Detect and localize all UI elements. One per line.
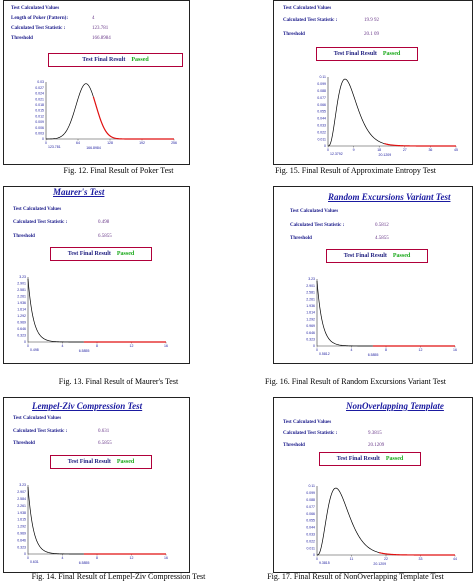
x-tick-label: 0	[327, 148, 329, 152]
y-tick-label: 0.055	[317, 109, 326, 114]
statistic-label: 123.781	[48, 145, 61, 149]
row-value: 4	[92, 16, 95, 21]
x-tick-label: 16	[164, 556, 168, 560]
distribution-curve	[317, 281, 373, 346]
y-tick-label: 0.03	[37, 80, 44, 85]
y-tick-label: 0.012	[35, 114, 44, 119]
row-label: Calculated Test Statistic :	[283, 431, 338, 436]
y-tick-label: 1.292	[306, 317, 315, 322]
threshold-label: 20.1209	[378, 153, 392, 157]
x-tick-label: 11	[349, 557, 354, 561]
y-tick-label: 0.646	[17, 327, 26, 332]
y-tick-label: 3.23	[19, 483, 26, 488]
statistic-label: 9.3815	[319, 561, 330, 565]
row-label: Calculated Test Statistic :	[13, 429, 68, 434]
row-value: 0.5812	[375, 223, 389, 228]
y-tick-label: 1.936	[306, 304, 315, 308]
distribution-chart	[299, 483, 459, 569]
figure-caption: Fig. 13. Final Result of Maurer's Test	[58, 377, 179, 386]
y-tick-label: 0.021	[35, 97, 44, 102]
y-tick-label: 0.011	[317, 137, 326, 142]
y-tick-label: 1.936	[17, 301, 26, 306]
row-value: 0.631	[98, 429, 110, 434]
y-tick-label: 1.615	[17, 517, 26, 522]
x-tick-label: 0	[316, 348, 318, 352]
y-tick-label: 0	[313, 344, 315, 349]
row-label: Test Calculated Values	[13, 416, 62, 421]
x-tick-label: 12	[129, 556, 134, 560]
maurers-test-panel	[3, 186, 190, 364]
panel-title: Lempel-Ziv Compression Test	[32, 401, 143, 411]
row-value: 6.5855	[98, 441, 112, 446]
figure-caption: Fig. 15. Final Result of Approximate Entropy Test	[275, 166, 436, 175]
y-tick-label: 0	[313, 553, 315, 558]
distribution-curve	[328, 79, 384, 146]
y-tick-label: 0.011	[306, 546, 315, 551]
passed-status: Passed	[392, 253, 411, 259]
y-tick-label: 0.099	[317, 82, 326, 87]
y-tick-label: 0.018	[35, 103, 44, 107]
x-tick-label: 8	[96, 344, 98, 348]
row-label: Length of Poker (Pattern):	[11, 16, 68, 21]
row-value: 9.3815	[368, 431, 382, 436]
statistic-label: 0.498	[30, 348, 39, 352]
y-tick-label: 2.581	[306, 290, 315, 295]
statistic-label: 0.631	[30, 560, 39, 564]
row-label: Test Calculated Values	[283, 420, 332, 425]
result-label: Test Final Result	[343, 253, 387, 259]
x-tick-label: 9	[352, 148, 355, 152]
row-value: 6.5855	[98, 234, 112, 239]
row-label: Calculated Test Statistic :	[11, 26, 66, 31]
lempel-ziv-panel	[3, 397, 190, 573]
rejection-region-curve	[93, 97, 174, 139]
panel-title: Random Excursions Variant Test	[328, 192, 451, 202]
y-tick-label: 0.006	[35, 125, 44, 130]
row-label: Threshold	[11, 36, 33, 41]
row-label: Test Calculated Values	[290, 209, 339, 214]
y-tick-label: 0.003	[35, 131, 44, 136]
y-tick-label: 0	[42, 137, 44, 142]
y-tick-label: 0.077	[306, 504, 315, 509]
row-label: Test Calculated Values	[13, 207, 62, 212]
x-tick-label: 4	[61, 556, 64, 560]
test-final-result-box	[326, 249, 428, 263]
y-tick-label: 0.044	[306, 525, 315, 530]
y-tick-label: 0.969	[17, 531, 26, 536]
row-label: Threshold	[283, 32, 305, 37]
x-tick-label: 44	[453, 557, 457, 561]
result-label: Test Final Result	[333, 51, 377, 57]
distribution-chart	[10, 482, 170, 568]
y-tick-label: 0.969	[17, 320, 26, 325]
y-tick-label: 1.614	[306, 310, 315, 315]
y-tick-label: 0.323	[306, 337, 315, 342]
result-label: Test Final Result	[67, 251, 111, 257]
x-tick-label: 27	[402, 148, 407, 152]
x-tick-label: 18	[377, 148, 382, 152]
distribution-chart	[28, 79, 178, 153]
threshold-label: 166.8984	[86, 146, 101, 150]
passed-status: Passed	[382, 51, 401, 57]
row-value: 20.1209	[368, 443, 385, 448]
row-value: 19.9 92	[364, 18, 379, 23]
threshold-label: 6.5855	[78, 349, 90, 353]
random-excursions-panel	[273, 186, 473, 364]
test-final-result-box	[48, 53, 183, 67]
poker-test-panel	[3, 0, 190, 165]
row-label: Calculated Test Statistic :	[13, 220, 68, 225]
y-tick-label: 2.584	[17, 497, 26, 501]
x-tick-label: 0	[45, 141, 47, 145]
y-tick-label: 3.23	[308, 277, 315, 282]
y-tick-label: 0.323	[17, 333, 26, 338]
x-tick-label: 16	[164, 344, 168, 348]
passed-status: Passed	[131, 57, 149, 63]
row-value: 166.8984	[92, 36, 111, 41]
y-tick-label: 0.066	[306, 511, 315, 516]
row-value: 0.498	[98, 220, 110, 225]
passed-status: Passed	[385, 456, 404, 462]
y-tick-label: 2.907	[17, 490, 26, 495]
distribution-curve	[28, 487, 84, 554]
y-tick-label: 3.23	[19, 275, 26, 280]
x-tick-label: 12	[129, 344, 134, 348]
y-tick-label: 0.969	[306, 324, 315, 329]
x-tick-label: 4	[350, 348, 353, 352]
y-tick-label: 0.646	[17, 538, 26, 543]
y-tick-label: 0.027	[35, 85, 44, 90]
threshold-label: 6.5855	[78, 561, 90, 565]
nonoverlapping-template-panel	[273, 397, 473, 573]
y-tick-label: 0.077	[317, 95, 326, 100]
rejection-region-curve	[379, 553, 455, 555]
x-tick-label: 36	[428, 148, 433, 152]
statistic-label: 0.5812	[319, 352, 330, 356]
distribution-curve	[46, 84, 93, 139]
y-tick-label: 0	[24, 552, 26, 557]
row-label: Calculated Test Statistic :	[290, 223, 345, 228]
x-tick-label: 12	[418, 348, 423, 352]
row-label: Threshold	[283, 443, 305, 448]
x-tick-label: 8	[385, 348, 387, 352]
y-tick-label: 0.022	[317, 130, 326, 135]
y-tick-label: 0.055	[306, 518, 315, 523]
threshold-label: 6.5855	[367, 353, 379, 357]
row-value: 4.5855	[375, 236, 389, 241]
result-label: Test Final Result	[67, 459, 111, 465]
figure-caption: Fig. 16. Final Result of Random Excursions Variant Test	[265, 377, 446, 386]
x-tick-label: 22	[384, 557, 388, 561]
figure-caption: Fig. 14. Final Result of Lempel-Ziv Compression Test	[31, 572, 206, 581]
y-tick-label: 2.581	[17, 288, 26, 293]
y-tick-label: 0.11	[319, 75, 326, 80]
x-tick-label: 64	[76, 141, 80, 145]
y-tick-label: 0.11	[308, 484, 315, 489]
distribution-chart	[310, 74, 460, 160]
x-tick-label: 0	[27, 344, 29, 348]
y-tick-label: 1.614	[17, 307, 26, 312]
y-tick-label: 0.099	[306, 491, 315, 496]
x-tick-label: 4	[61, 344, 64, 348]
x-tick-label: 0	[316, 557, 318, 561]
statistic-label: 12.3792	[330, 152, 343, 156]
distribution-chart	[299, 276, 459, 360]
threshold-label: 20.1209	[373, 562, 387, 566]
y-tick-label: 0	[324, 144, 326, 149]
y-tick-label: 0.033	[317, 123, 326, 128]
x-tick-label: 256	[171, 141, 177, 145]
y-tick-label: 0.088	[306, 498, 315, 502]
distribution-chart	[10, 274, 170, 356]
test-final-result-box	[316, 47, 418, 61]
x-tick-label: 33	[418, 557, 423, 561]
y-tick-label: 0.088	[317, 89, 326, 93]
approximate-entropy-panel	[273, 0, 473, 165]
y-tick-label: 2.261	[306, 297, 315, 302]
y-tick-label: 0.323	[17, 545, 26, 550]
y-tick-label: 0.024	[35, 91, 44, 96]
row-label: Threshold	[13, 234, 35, 239]
passed-status: Passed	[116, 459, 135, 465]
x-tick-label: 8	[96, 556, 98, 560]
x-tick-label: 192	[139, 141, 145, 145]
y-tick-label: 2.901	[17, 281, 26, 286]
rejection-region-curve	[384, 144, 456, 146]
panel-title: Maurer's Test	[53, 187, 105, 197]
y-tick-label: 0.022	[306, 539, 315, 544]
y-tick-label: 1.292	[17, 314, 26, 319]
y-tick-label: 0.015	[35, 108, 44, 113]
panel-title: NonOverlapping Template	[346, 401, 444, 411]
test-final-result-box	[50, 247, 152, 261]
x-tick-label: 128	[107, 141, 113, 145]
distribution-curve	[317, 488, 379, 555]
test-final-result-box	[319, 452, 421, 466]
y-tick-label: 0.646	[306, 330, 315, 335]
row-value: 123.781	[92, 26, 109, 31]
row-value: 20.1 09	[364, 32, 379, 37]
y-tick-label: 0.033	[306, 532, 315, 537]
row-label: Calculated Test Statistic :	[283, 18, 338, 23]
row-label: Test Calculated Values	[283, 6, 332, 11]
y-tick-label: 1.292	[17, 524, 26, 529]
result-label: Test Final Result	[82, 57, 126, 63]
passed-status: Passed	[116, 251, 135, 257]
y-tick-label: 2.261	[17, 294, 26, 299]
x-tick-label: 16	[453, 348, 457, 352]
result-label: Test Final Result	[336, 456, 380, 462]
y-tick-label: 2.261	[17, 503, 26, 508]
x-tick-label: 0	[27, 556, 29, 560]
figure-caption: Fig. 17. Final Result of NonOverlapping Template Test	[267, 572, 444, 581]
y-tick-label: 0.044	[317, 116, 326, 121]
x-tick-label: 45	[454, 148, 458, 152]
y-tick-label: 0.009	[35, 120, 44, 125]
y-tick-label: 0.066	[317, 102, 326, 107]
row-label: Threshold	[290, 236, 312, 241]
test-final-result-box	[50, 455, 152, 469]
distribution-curve	[28, 279, 84, 342]
y-tick-label: 2.901	[306, 283, 315, 288]
y-tick-label: 1.938	[17, 510, 26, 515]
figure-caption: Fig. 12. Final Result of Poker Test	[63, 166, 174, 175]
row-label: Threshold	[13, 441, 35, 446]
row-label: Test Calculated Values	[11, 6, 60, 11]
y-tick-label: 0	[24, 340, 26, 345]
